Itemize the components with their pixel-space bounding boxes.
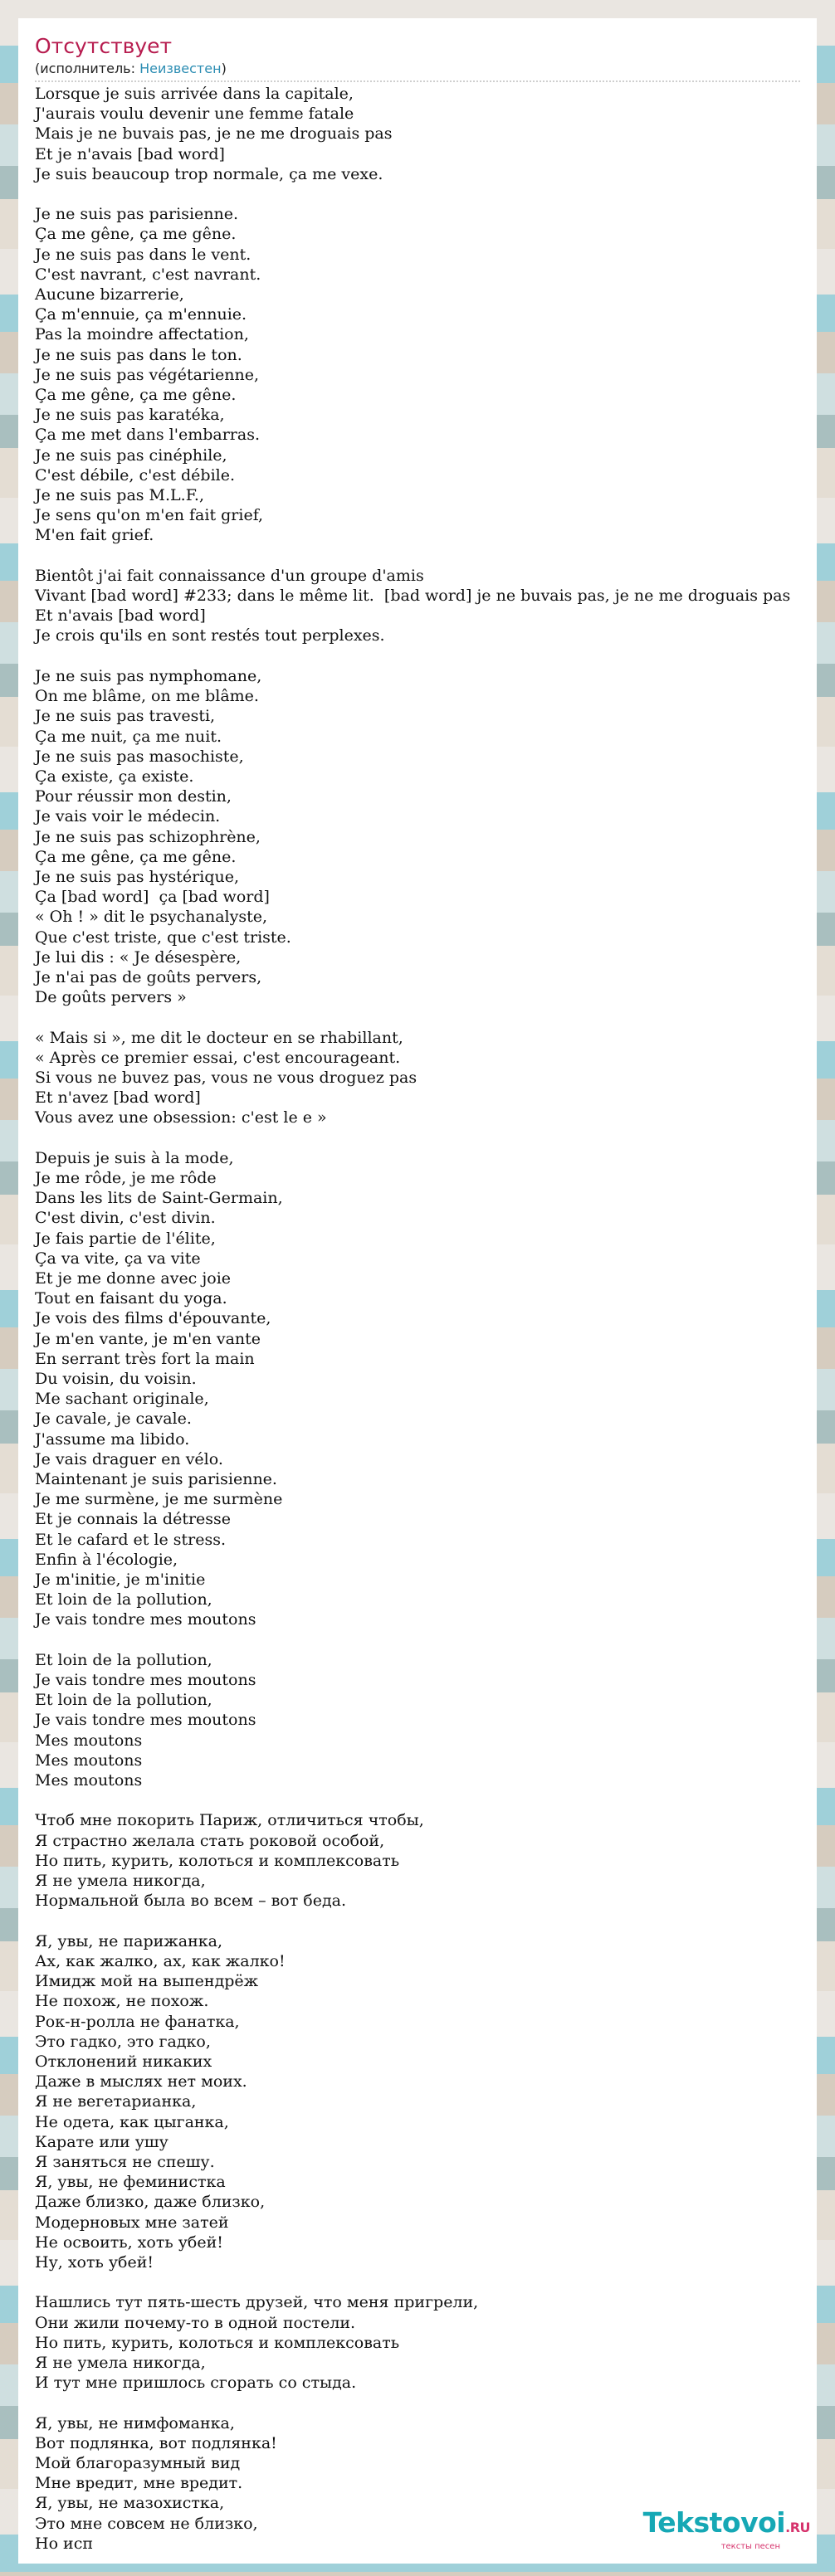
song-title: Отсутствует xyxy=(35,34,173,58)
logo-tld: .RU xyxy=(785,2520,810,2535)
lyrics-text: Lorsque je suis arrivée dans la capitale, J'aurais voulu devenir une femme fatale Mais je ne buvais pas, je ne me droguais pas Et je n'avais [bad word] Je suis beaucoup trop normale, ça me vexe. Je ne suis pas parisienne. Ça me gêne, ça me gêne. Je ne suis pas dans le vent. C'est navrant, c'est navrant. Aucune bizarrerie, Ça m'ennuie, ça m'ennuie. Pas la moindre affectation, Je ne suis pas dans le ton. Je ne suis pas végétarienne, Ça me gêne, ça me gêne. Je ne suis pas karatéka, Ça me met dans l'embarras. Je ne suis pas cinéphile, C'est débile, c'est débile. Je ne suis pas M.L.F., Je sens qu'on m'en fait grief, M'en fait grief. Bientôt j'ai fait connaissance d'un groupe d'amis Vivant [bad word] #233; dans le même lit. [bad word] je ne buvais pas, je ne me droguais pas Et n'avais [bad word] Je crois qu'ils en sont restés tout perplexes. Je ne suis pas nymphomane, On me blâme, on me blâme. Je ne suis pas travesti, Ça me nuit, ça me nuit. Je ne suis pas masochiste, Ça existe, ça existe. Pour réussir mon destin, Je vais voir le médecin. Je ne suis pas schizophrène, Ça me gêne, ça me gêne. Je ne suis pas hystérique, Ça [bad word] ça [bad word] « Oh ! » dit le psychanalyste, Que c'est triste, que c'est triste. Je lui dis : « Je désespère, Je n'ai pas de goûts pervers, De goûts pervers » « Mais si », me dit le docteur en se rhabillant, « Après ce premier essai, c'est encourageant. Si vous ne buvez pas, vous ne vous droguez pas Et n'avez [bad word] Vous avez une obsession: c'est le e » Depuis je suis à la mode, Je me rôde, je me rôde Dans les lits de Saint-Germain, C'est divin, c'est divin. Je fais partie de l'élite, Ça va vite, ça va vite Et je me donne avec joie Tout en faisant du yoga. Je vois des films d'épouvante, Je m'en vante, je m'en vante En serrant très fort la main Du voisin, du voisin. Me sachant originale, Je cavale, je cavale. J'assume ma libido. Je vais draguer en vélo. Maintenant je suis parisienne. Je me surmène, je me surmène Et je connais la détresse Et le cafard et le stress. Enfin à l'écologie, Je m'initie, je m'initie Et loin de la pollution, Je vais tondre mes moutons Et loin de la pollution, Je vais tondre mes moutons Et loin de la pollution, Je vais tondre mes moutons Mes moutons Mes moutons Mes moutons Чтоб мне покорить Париж, отличиться чтобы, Я страстно желала стать роковой особой, Но пить, курить, колоться и комплексовать Я не умела никогда, Нормальной была во всем – вот беда. Я, увы, не парижанка, Ах, как жалко, ах, как жалко! Имидж мой на выпендрёж Не похож, не похож. Рок-н-ролла не фанатка, Это гадко, это гадко, Отклонений никаких Даже в мыслях нет моих. Я не вегетарианка, Не одета, как цыганка, Карате или ушу Я заняться не спешу. Я, увы, не феминистка Даже близко, даже близко, Модерновых мне затей Не освоить, хоть убей! Ну, хоть убей! Нашлись тут пять-шесть друзей, что меня пригрели, Они жили почему-то в одной постели. Но пить, курить, колоться и комплексовать Я не умела никогда, И тут мне пришлось сгорать со стыда. Я, увы, не нимфоманка, Вот подлянка, вот подлянка! Мой благоразумный вид Мне вредит, мне вредит. Я, увы, не мазохистка, Это мне совсем не близко, Но исп xyxy=(35,85,791,2553)
performer-suffix: ) xyxy=(221,61,227,76)
performer-prefix: (исполнитель: xyxy=(35,61,140,76)
performer-line xyxy=(35,60,800,82)
logo-name: Tekstovoi xyxy=(642,2506,786,2539)
performer-link[interactable]: Неизвестен xyxy=(139,61,222,76)
lyrics-card xyxy=(18,18,817,2564)
logo-tagline: тексты песен xyxy=(720,2542,780,2551)
site-logo[interactable] xyxy=(642,2506,810,2552)
